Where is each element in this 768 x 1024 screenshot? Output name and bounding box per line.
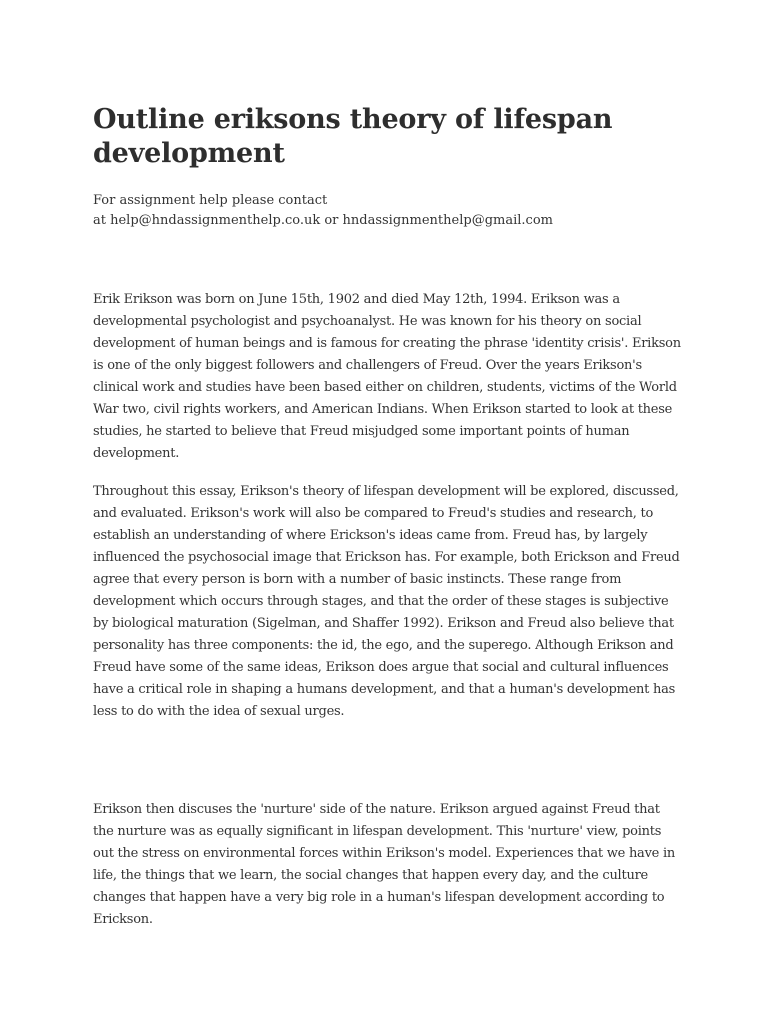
paragraph-2: Throughout this essay, Erikson's theory of lifespan development will be explored, discussed, and evaluated. Erikson's work will also be compared to Freud's studies and research, to establish an understanding of where Erickson's ideas came from. Freud has, by largely influenced the psychosocial image that Erickson has. For example, both Erickson and Freud agree that every person is born with a number of basic instincts. These range from development which occurs through stages, and that the order of these stages is subjective by biological maturation (Sigelman, and Shaffer 1992). Erikson and Freud also believe that personality has three components: the id, the ego, and the superego. Although Erikson and Freud have some of the same ideas, Erikson does argue that social and cultural influences have a critical role in shaping a humans development, and that a human's development has less to do with the idea of sexual urges. — [93, 484, 680, 719]
paragraph-1: Erik Erikson was born on June 15th, 1902 and died May 12th, 1994. Erikson was a developmental psychologist and psychoanalyst. He was known for his theory on social development of human beings and is famous for creating the phrase 'identity crisis'. Erikson is one of the only biggest followers and challengers of Freud. Over the years Erikson's clinical work and studies have been based either on children, students, victims of the World War two, civil rights workers, and American Indians. When Erikson started to look at these studies, he started to believe that Freud misjudged some important points of human development. — [93, 292, 681, 461]
contact-line-2: at help@hndassignmenthelp.co.uk or hndassignmenthelp@gmail.com — [93, 213, 553, 228]
paragraph-3: Erikson then discuses the 'nurture' side of the nature. Erikson argued against Freud that the nurture was as equally significant in lifespan development. This 'nurture' view, points out the stress on environmental forces within Erikson's model. Experiences that we have in life, the things that we learn, the social changes that happen every day, and the culture changes that happen have a very big role in a human's lifespan development according to Erickson. — [93, 802, 676, 927]
contact-info — [93, 191, 683, 231]
document-page — [93, 103, 683, 927]
contact-line-1: For assignment help please contact — [93, 193, 328, 208]
document-title: Outline eriksons theory of lifespan development — [93, 104, 613, 169]
